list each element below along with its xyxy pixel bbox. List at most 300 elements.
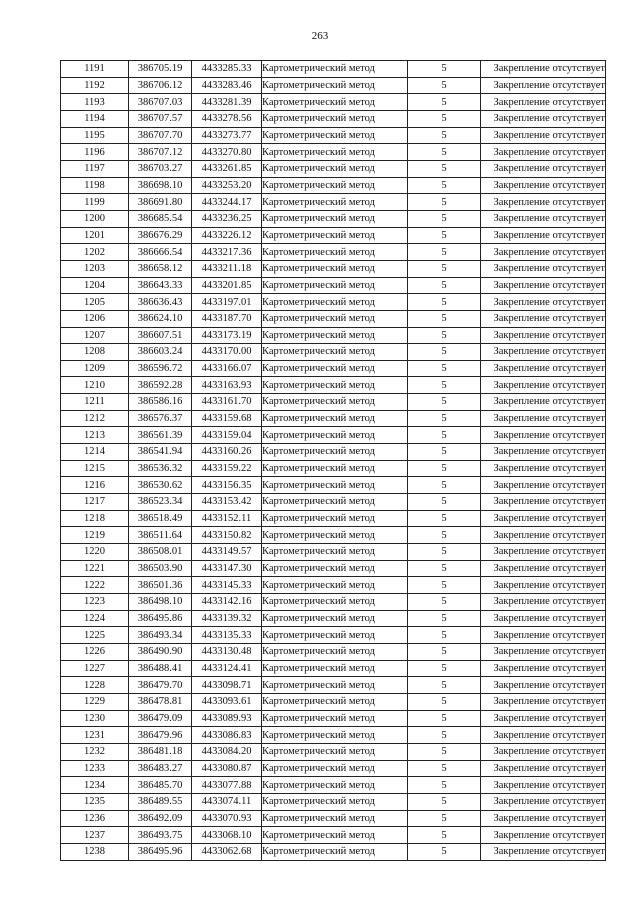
point-number-cell: 1229 [61, 693, 129, 710]
accuracy-cell: 5 [408, 660, 481, 677]
table-row [61, 294, 606, 311]
accuracy-cell: 5 [408, 594, 481, 611]
point-number-cell: 1231 [61, 727, 129, 744]
y-coordinate-cell: 4433145.33 [192, 577, 262, 594]
method-cell: Картометрический метод [262, 110, 408, 127]
method-cell: Картометрический метод [262, 127, 408, 144]
point-number-cell: 1212 [61, 410, 129, 427]
fixation-cell: Закрепление отсутствует [481, 627, 606, 644]
y-coordinate-cell: 4433130.48 [192, 643, 262, 660]
table-row [61, 210, 606, 227]
accuracy-cell: 5 [408, 410, 481, 427]
y-coordinate-cell: 4433156.35 [192, 477, 262, 494]
point-number-cell: 1197 [61, 160, 129, 177]
accuracy-cell: 5 [408, 810, 481, 827]
table-row [61, 144, 606, 161]
method-cell: Картометрический метод [262, 727, 408, 744]
fixation-cell: Закрепление отсутствует [481, 144, 606, 161]
point-number-cell: 1191 [61, 61, 129, 78]
table-row [61, 460, 606, 477]
fixation-cell: Закрепление отсутствует [481, 560, 606, 577]
fixation-cell: Закрепление отсутствует [481, 244, 606, 261]
fixation-cell: Закрепление отсутствует [481, 77, 606, 94]
method-cell: Картометрический метод [262, 244, 408, 261]
x-coordinate-cell: 386607.51 [129, 327, 192, 344]
method-cell: Картометрический метод [262, 277, 408, 294]
method-cell: Картометрический метод [262, 577, 408, 594]
x-coordinate-cell: 386518.49 [129, 510, 192, 527]
table-row [61, 61, 606, 78]
accuracy-cell: 5 [408, 577, 481, 594]
x-coordinate-cell: 386478.81 [129, 693, 192, 710]
accuracy-cell: 5 [408, 377, 481, 394]
method-cell: Картометрический метод [262, 594, 408, 611]
accuracy-cell: 5 [408, 310, 481, 327]
table-row [61, 427, 606, 444]
method-cell: Картометрический метод [262, 793, 408, 810]
y-coordinate-cell: 4433147.30 [192, 560, 262, 577]
y-coordinate-cell: 4433150.82 [192, 527, 262, 544]
page-number: 263 [311, 30, 329, 42]
x-coordinate-cell: 386707.57 [129, 110, 192, 127]
accuracy-cell: 5 [408, 294, 481, 311]
y-coordinate-cell: 4433074.11 [192, 793, 262, 810]
y-coordinate-cell: 4433124.41 [192, 660, 262, 677]
table-row [61, 260, 606, 277]
x-coordinate-cell: 386511.64 [129, 527, 192, 544]
y-coordinate-cell: 4433170.00 [192, 344, 262, 361]
accuracy-cell: 5 [408, 460, 481, 477]
method-cell: Картометрический метод [262, 360, 408, 377]
y-coordinate-cell: 4433159.22 [192, 460, 262, 477]
fixation-cell: Закрепление отсутствует [481, 544, 606, 561]
point-number-cell: 1201 [61, 227, 129, 244]
y-coordinate-cell: 4433253.20 [192, 177, 262, 194]
y-coordinate-cell: 4433142.16 [192, 594, 262, 611]
point-number-cell: 1218 [61, 510, 129, 527]
x-coordinate-cell: 386586.16 [129, 394, 192, 411]
x-coordinate-cell: 386530.62 [129, 477, 192, 494]
point-number-cell: 1208 [61, 344, 129, 361]
method-cell: Картометрический метод [262, 77, 408, 94]
method-cell: Картометрический метод [262, 294, 408, 311]
table-row [61, 660, 606, 677]
x-coordinate-cell: 386676.29 [129, 227, 192, 244]
table-row [61, 693, 606, 710]
method-cell: Картометрический метод [262, 94, 408, 111]
point-number-cell: 1193 [61, 94, 129, 111]
accuracy-cell: 5 [408, 210, 481, 227]
method-cell: Картометрический метод [262, 544, 408, 561]
accuracy-cell: 5 [408, 77, 481, 94]
fixation-cell: Закрепление отсутствует [481, 377, 606, 394]
point-number-cell: 1217 [61, 494, 129, 511]
y-coordinate-cell: 4433283.46 [192, 77, 262, 94]
fixation-cell: Закрепление отсутствует [481, 743, 606, 760]
table-row [61, 127, 606, 144]
method-cell: Картометрический метод [262, 710, 408, 727]
point-number-cell: 1233 [61, 760, 129, 777]
y-coordinate-cell: 4433244.17 [192, 194, 262, 211]
y-coordinate-cell: 4433217.36 [192, 244, 262, 261]
table-row [61, 527, 606, 544]
point-number-cell: 1205 [61, 294, 129, 311]
fixation-cell: Закрепление отсутствует [481, 460, 606, 477]
table-row [61, 843, 606, 860]
accuracy-cell: 5 [408, 344, 481, 361]
method-cell: Картометрический метод [262, 61, 408, 78]
accuracy-cell: 5 [408, 127, 481, 144]
y-coordinate-cell: 4433062.68 [192, 843, 262, 860]
point-number-cell: 1225 [61, 627, 129, 644]
point-number-cell: 1204 [61, 277, 129, 294]
x-coordinate-cell: 386495.96 [129, 843, 192, 860]
y-coordinate-cell: 4433070.93 [192, 810, 262, 827]
table-row [61, 327, 606, 344]
y-coordinate-cell: 4433086.83 [192, 727, 262, 744]
point-number-cell: 1198 [61, 177, 129, 194]
x-coordinate-cell: 386483.27 [129, 760, 192, 777]
table-row [61, 810, 606, 827]
y-coordinate-cell: 4433226.12 [192, 227, 262, 244]
fixation-cell: Закрепление отсутствует [481, 344, 606, 361]
accuracy-cell: 5 [408, 277, 481, 294]
x-coordinate-cell: 386503.90 [129, 560, 192, 577]
accuracy-cell: 5 [408, 777, 481, 794]
y-coordinate-cell: 4433093.61 [192, 693, 262, 710]
table-row [61, 110, 606, 127]
accuracy-cell: 5 [408, 227, 481, 244]
method-cell: Картометрический метод [262, 527, 408, 544]
method-cell: Картометрический метод [262, 810, 408, 827]
point-number-cell: 1224 [61, 610, 129, 627]
accuracy-cell: 5 [408, 643, 481, 660]
y-coordinate-cell: 4433159.04 [192, 427, 262, 444]
x-coordinate-cell: 386479.09 [129, 710, 192, 727]
accuracy-cell: 5 [408, 727, 481, 744]
point-number-cell: 1206 [61, 310, 129, 327]
point-number-cell: 1227 [61, 660, 129, 677]
method-cell: Картометрический метод [262, 677, 408, 694]
fixation-cell: Закрепление отсутствует [481, 260, 606, 277]
x-coordinate-cell: 386658.12 [129, 260, 192, 277]
table-row [61, 494, 606, 511]
coordinates-table [60, 60, 606, 861]
y-coordinate-cell: 4433098.71 [192, 677, 262, 694]
x-coordinate-cell: 386493.75 [129, 827, 192, 844]
table-row [61, 94, 606, 111]
x-coordinate-cell: 386495.86 [129, 610, 192, 627]
y-coordinate-cell: 4433068.10 [192, 827, 262, 844]
point-number-cell: 1214 [61, 444, 129, 461]
point-number-cell: 1207 [61, 327, 129, 344]
y-coordinate-cell: 4433077.88 [192, 777, 262, 794]
y-coordinate-cell: 4433211.18 [192, 260, 262, 277]
x-coordinate-cell: 386479.70 [129, 677, 192, 694]
accuracy-cell: 5 [408, 510, 481, 527]
x-coordinate-cell: 386485.70 [129, 777, 192, 794]
fixation-cell: Закрепление отсутствует [481, 327, 606, 344]
point-number-cell: 1196 [61, 144, 129, 161]
point-number-cell: 1230 [61, 710, 129, 727]
point-number-cell: 1220 [61, 544, 129, 561]
accuracy-cell: 5 [408, 110, 481, 127]
x-coordinate-cell: 386541.94 [129, 444, 192, 461]
point-number-cell: 1234 [61, 777, 129, 794]
table-row [61, 677, 606, 694]
fixation-cell: Закрепление отсутствует [481, 110, 606, 127]
accuracy-cell: 5 [408, 693, 481, 710]
x-coordinate-cell: 386498.10 [129, 594, 192, 611]
method-cell: Картометрический метод [262, 643, 408, 660]
method-cell: Картометрический метод [262, 560, 408, 577]
table-row [61, 743, 606, 760]
fixation-cell: Закрепление отсутствует [481, 277, 606, 294]
y-coordinate-cell: 4433273.77 [192, 127, 262, 144]
x-coordinate-cell: 386492.09 [129, 810, 192, 827]
y-coordinate-cell: 4433201.85 [192, 277, 262, 294]
point-number-cell: 1215 [61, 460, 129, 477]
accuracy-cell: 5 [408, 260, 481, 277]
fixation-cell: Закрепление отсутствует [481, 294, 606, 311]
table-row [61, 310, 606, 327]
x-coordinate-cell: 386576.37 [129, 410, 192, 427]
point-number-cell: 1211 [61, 394, 129, 411]
x-coordinate-cell: 386508.01 [129, 544, 192, 561]
accuracy-cell: 5 [408, 793, 481, 810]
x-coordinate-cell: 386536.32 [129, 460, 192, 477]
table-row [61, 793, 606, 810]
table-row [61, 827, 606, 844]
point-number-cell: 1236 [61, 810, 129, 827]
point-number-cell: 1199 [61, 194, 129, 211]
y-coordinate-cell: 4433261.85 [192, 160, 262, 177]
y-coordinate-cell: 4433281.39 [192, 94, 262, 111]
table-row [61, 160, 606, 177]
method-cell: Картометрический метод [262, 743, 408, 760]
method-cell: Картометрический метод [262, 427, 408, 444]
accuracy-cell: 5 [408, 444, 481, 461]
x-coordinate-cell: 386707.12 [129, 144, 192, 161]
table-row [61, 777, 606, 794]
method-cell: Картометрический метод [262, 160, 408, 177]
table-row [61, 477, 606, 494]
table-row [61, 610, 606, 627]
table-row [61, 244, 606, 261]
accuracy-cell: 5 [408, 194, 481, 211]
fixation-cell: Закрепление отсутствует [481, 843, 606, 860]
x-coordinate-cell: 386523.34 [129, 494, 192, 511]
method-cell: Картометрический метод [262, 260, 408, 277]
accuracy-cell: 5 [408, 394, 481, 411]
table-row [61, 594, 606, 611]
method-cell: Картометрический метод [262, 827, 408, 844]
fixation-cell: Закрепление отсутствует [481, 810, 606, 827]
point-number-cell: 1203 [61, 260, 129, 277]
accuracy-cell: 5 [408, 61, 481, 78]
fixation-cell: Закрепление отсутствует [481, 427, 606, 444]
method-cell: Картометрический метод [262, 227, 408, 244]
point-number-cell: 1216 [61, 477, 129, 494]
x-coordinate-cell: 386666.54 [129, 244, 192, 261]
point-number-cell: 1222 [61, 577, 129, 594]
y-coordinate-cell: 4433149.57 [192, 544, 262, 561]
y-coordinate-cell: 4433089.93 [192, 710, 262, 727]
method-cell: Картометрический метод [262, 444, 408, 461]
fixation-cell: Закрепление отсутствует [481, 160, 606, 177]
fixation-cell: Закрепление отсутствует [481, 677, 606, 694]
accuracy-cell: 5 [408, 677, 481, 694]
point-number-cell: 1194 [61, 110, 129, 127]
fixation-cell: Закрепление отсутствует [481, 827, 606, 844]
point-number-cell: 1232 [61, 743, 129, 760]
point-number-cell: 1209 [61, 360, 129, 377]
table-row [61, 177, 606, 194]
table-row [61, 194, 606, 211]
fixation-cell: Закрепление отсутствует [481, 777, 606, 794]
y-coordinate-cell: 4433080.87 [192, 760, 262, 777]
fixation-cell: Закрепление отсутствует [481, 477, 606, 494]
point-number-cell: 1200 [61, 210, 129, 227]
accuracy-cell: 5 [408, 427, 481, 444]
x-coordinate-cell: 386489.55 [129, 793, 192, 810]
table-row [61, 627, 606, 644]
x-coordinate-cell: 386488.41 [129, 660, 192, 677]
x-coordinate-cell: 386685.54 [129, 210, 192, 227]
method-cell: Картометрический метод [262, 410, 408, 427]
accuracy-cell: 5 [408, 144, 481, 161]
accuracy-cell: 5 [408, 360, 481, 377]
accuracy-cell: 5 [408, 527, 481, 544]
table-row [61, 544, 606, 561]
fixation-cell: Закрепление отсутствует [481, 527, 606, 544]
x-coordinate-cell: 386481.18 [129, 743, 192, 760]
y-coordinate-cell: 4433161.70 [192, 394, 262, 411]
method-cell: Картометрический метод [262, 777, 408, 794]
point-number-cell: 1210 [61, 377, 129, 394]
x-coordinate-cell: 386624.10 [129, 310, 192, 327]
point-number-cell: 1237 [61, 827, 129, 844]
point-number-cell: 1238 [61, 843, 129, 860]
table-row [61, 643, 606, 660]
x-coordinate-cell: 386703.27 [129, 160, 192, 177]
table-row [61, 227, 606, 244]
method-cell: Картометрический метод [262, 377, 408, 394]
fixation-cell: Закрепление отсутствует [481, 394, 606, 411]
accuracy-cell: 5 [408, 544, 481, 561]
accuracy-cell: 5 [408, 627, 481, 644]
table-row [61, 410, 606, 427]
y-coordinate-cell: 4433159.68 [192, 410, 262, 427]
fixation-cell: Закрепление отсутствует [481, 227, 606, 244]
method-cell: Картометрический метод [262, 510, 408, 527]
table-row [61, 360, 606, 377]
y-coordinate-cell: 4433197.01 [192, 294, 262, 311]
y-coordinate-cell: 4433160.26 [192, 444, 262, 461]
x-coordinate-cell: 386643.33 [129, 277, 192, 294]
x-coordinate-cell: 386561.39 [129, 427, 192, 444]
y-coordinate-cell: 4433270.80 [192, 144, 262, 161]
accuracy-cell: 5 [408, 494, 481, 511]
method-cell: Картометрический метод [262, 460, 408, 477]
accuracy-cell: 5 [408, 827, 481, 844]
table-row [61, 77, 606, 94]
fixation-cell: Закрепление отсутствует [481, 660, 606, 677]
method-cell: Картометрический метод [262, 693, 408, 710]
accuracy-cell: 5 [408, 327, 481, 344]
x-coordinate-cell: 386698.10 [129, 177, 192, 194]
point-number-cell: 1192 [61, 77, 129, 94]
y-coordinate-cell: 4433278.56 [192, 110, 262, 127]
method-cell: Картометрический метод [262, 210, 408, 227]
accuracy-cell: 5 [408, 760, 481, 777]
y-coordinate-cell: 4433187.70 [192, 310, 262, 327]
x-coordinate-cell: 386707.70 [129, 127, 192, 144]
fixation-cell: Закрепление отсутствует [481, 760, 606, 777]
y-coordinate-cell: 4433153.42 [192, 494, 262, 511]
x-coordinate-cell: 386479.96 [129, 727, 192, 744]
table-body [61, 61, 606, 861]
point-number-cell: 1223 [61, 594, 129, 611]
fixation-cell: Закрепление отсутствует [481, 643, 606, 660]
table-row [61, 510, 606, 527]
x-coordinate-cell: 386592.28 [129, 377, 192, 394]
accuracy-cell: 5 [408, 743, 481, 760]
point-number-cell: 1219 [61, 527, 129, 544]
point-number-cell: 1228 [61, 677, 129, 694]
fixation-cell: Закрепление отсутствует [481, 510, 606, 527]
x-coordinate-cell: 386493.34 [129, 627, 192, 644]
fixation-cell: Закрепление отсутствует [481, 577, 606, 594]
fixation-cell: Закрепление отсутствует [481, 444, 606, 461]
x-coordinate-cell: 386707.03 [129, 94, 192, 111]
y-coordinate-cell: 4433285.33 [192, 61, 262, 78]
table-row [61, 577, 606, 594]
fixation-cell: Закрепление отсутствует [481, 693, 606, 710]
fixation-cell: Закрепление отсутствует [481, 177, 606, 194]
method-cell: Картометрический метод [262, 394, 408, 411]
accuracy-cell: 5 [408, 160, 481, 177]
x-coordinate-cell: 386705.19 [129, 61, 192, 78]
table-row [61, 760, 606, 777]
y-coordinate-cell: 4433152.11 [192, 510, 262, 527]
fixation-cell: Закрепление отсутствует [481, 793, 606, 810]
method-cell: Картометрический метод [262, 177, 408, 194]
fixation-cell: Закрепление отсутствует [481, 310, 606, 327]
x-coordinate-cell: 386501.36 [129, 577, 192, 594]
method-cell: Картометрический метод [262, 494, 408, 511]
x-coordinate-cell: 386636.43 [129, 294, 192, 311]
table-row [61, 560, 606, 577]
fixation-cell: Закрепление отсутствует [481, 61, 606, 78]
method-cell: Картометрический метод [262, 310, 408, 327]
y-coordinate-cell: 4433236.25 [192, 210, 262, 227]
point-number-cell: 1202 [61, 244, 129, 261]
table-row [61, 377, 606, 394]
point-number-cell: 1195 [61, 127, 129, 144]
method-cell: Картометрический метод [262, 843, 408, 860]
y-coordinate-cell: 4433084.20 [192, 743, 262, 760]
accuracy-cell: 5 [408, 244, 481, 261]
method-cell: Картометрический метод [262, 477, 408, 494]
point-number-cell: 1213 [61, 427, 129, 444]
y-coordinate-cell: 4433135.33 [192, 627, 262, 644]
y-coordinate-cell: 4433163.93 [192, 377, 262, 394]
x-coordinate-cell: 386490.90 [129, 643, 192, 660]
fixation-cell: Закрепление отсутствует [481, 494, 606, 511]
fixation-cell: Закрепление отсутствует [481, 210, 606, 227]
table-row [61, 344, 606, 361]
